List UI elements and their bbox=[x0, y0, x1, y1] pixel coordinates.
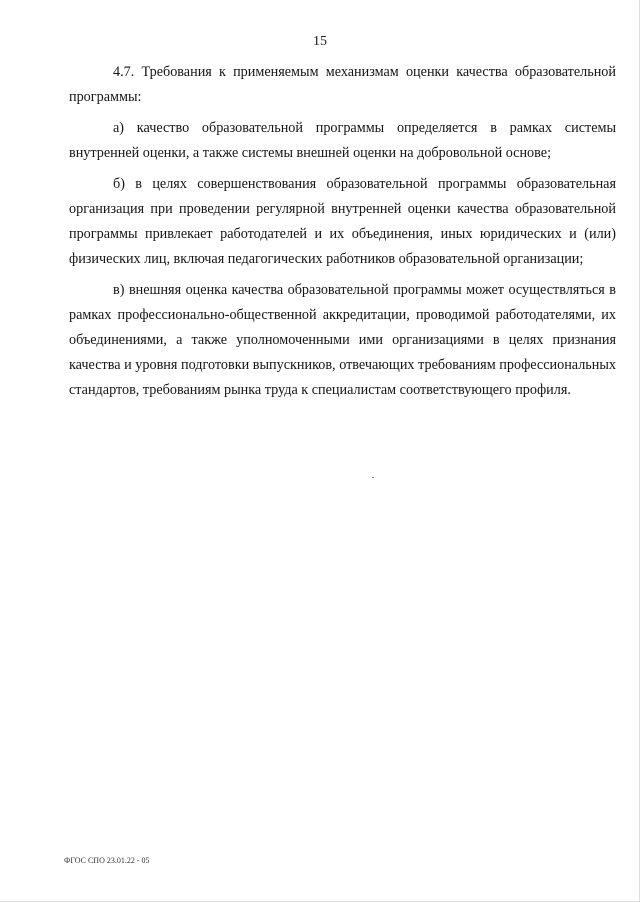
item-text: внешняя оценка качества образовательной программы может осуществляться в рамках профессионально-общественной аккредитации, проводимой работодателями, их объединениями, а также уполномоченными ими организациями в целях признания качества и уровня подготовки выпускников, отвечающих требованиям профессиональных стандартов, требованиям рынка труда к специалистам соответствующего профиля. bbox=[69, 282, 617, 398]
list-item-a bbox=[69, 116, 616, 166]
list-item-b bbox=[69, 172, 616, 272]
section-heading: 4.7. Требования к применяемым механизмам оценки качества образовательной программы: bbox=[69, 64, 616, 105]
item-marker: б) bbox=[113, 176, 125, 192]
page-number: 15 bbox=[313, 34, 327, 49]
list-item-c bbox=[69, 278, 616, 403]
item-text: в целях совершенствования образовательной программы образовательная организация при проведении регулярной внутренней оценки качества образовательной программы привлекает работодателей и их объединения, иных юридических и (или) физических лиц, включая педагогических работников образовательной организации; bbox=[69, 176, 616, 267]
item-text: качество образовательной программы определяется в рамках системы внутренней оценки, а также системы внешней оценки на добровольной основе; bbox=[69, 120, 616, 161]
item-marker: в) bbox=[113, 282, 125, 298]
section-body bbox=[69, 60, 616, 409]
scan-speck bbox=[372, 477, 374, 478]
footer-document-code: ФГОС СПО 23.01.22 - 05 bbox=[64, 856, 150, 865]
item-marker: а) bbox=[113, 120, 125, 136]
